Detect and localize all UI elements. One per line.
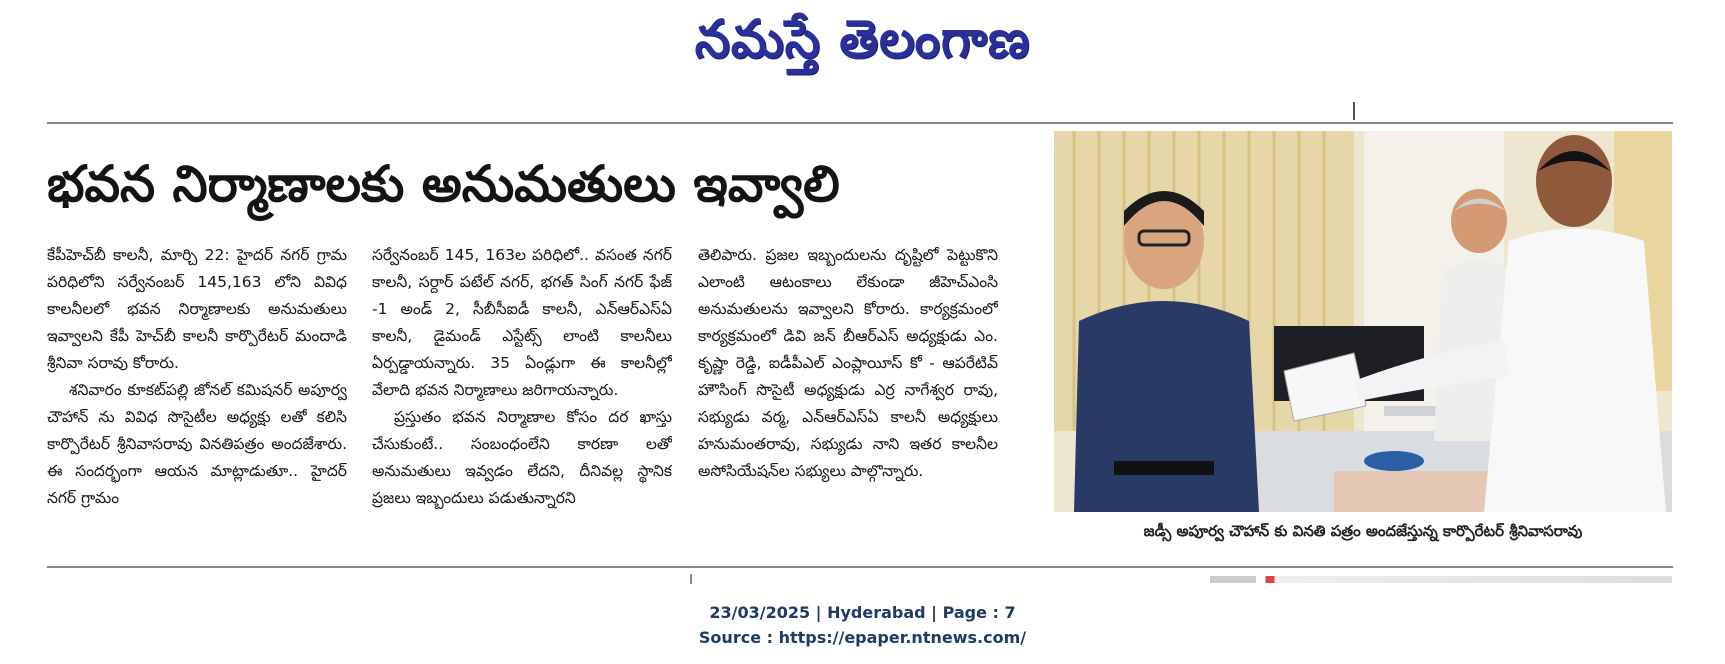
paragraph: సర్వేనంబర్ 145, 163ల పరిధిలో.. వసంత నగర్ కాలనీ, సర్దార్ పటేల్ నగర్, భగత్ సింగ్ నగర్ ఫేజ్ -1 అండ్ 2, సీబీసీఐడీ కాలనీ, ఎన్ఆర్ఎస్ఏ కాలనీ, డైమండ్ ఎస్టేట్స్ లాంటి కాలనీలు ఏర్పడ్డాయన్నారు. 35 ఏండ్లుగా ఈ కాలనీల్లో వేలాది భవన నిర్మాణాలు జరిగాయన్నారు. xyxy=(372,246,672,399)
article-column-3 xyxy=(698,242,998,552)
paragraph: శనివారం కూకట్‌పల్లి జోనల్ కమిషనర్ అపూర్వ చౌహాన్ ను వివిధ సొసైటీల అధ్యక్షు లతో కలిసి కార్పొరేటర్ శ్రీనివాసరావు వినతిపత్రం అందజేశారు. ఈ సందర్భంగా ఆయన మాట్లాడుతూ.. హైదర్ నగర్ గ్రామం xyxy=(47,381,347,507)
photo-caption: జడ్సీ అపూర్వ చౌహాన్ కు వినతి పత్రం అందజేస్తున్న కార్పొరేటర్ శ్రీనివాసరావు xyxy=(1143,522,1583,540)
newspaper-logo: నమస్తే తెలంగాణ xyxy=(694,8,1031,70)
top-divider xyxy=(47,122,1673,124)
article-column-2 xyxy=(372,242,672,552)
article-column-1 xyxy=(47,242,347,552)
article-headline: భవన నిర్మాణాలకు అనుమతులు ఇవ్వాలి xyxy=(47,155,840,213)
paragraph: తెలిపారు. ప్రజల ఇబ్బందులను దృష్టిలో పెట్టుకొని ఎలాంటి ఆటంకాలు లేకుండా జీహెచ్ఎంసి అనుమతులను ఇవ్వాలని కోరారు. కార్యక్రమంలో కార్యక్రమంలో డివి జన్ బీఆర్ఎస్ అధ్యక్షుడు ఎం. కృష్ణా రెడ్డి, ఐడీపీఎల్ ఎంప్లాయీస్ కో - ఆపరేటివ్ హౌసింగ్ సొసైటీ అధ్యక్షుడు ఎర్ర నాగేశ్వర రావు, సభ్యుడు వర్మ, ఎన్ఆర్ఎస్ఏ కాలనీ అధ్యక్షులు హనుమంతరావు, సభ్యుడు నాని ఇతర కాలనీల అసోసియేషన్‌ల సభ్యులు పాల్గొన్నారు. xyxy=(698,246,998,480)
edition-meta: 23/03/2025 | Hyderabad | Page : 7 xyxy=(709,603,1016,622)
bottom-divider xyxy=(47,566,1673,568)
source-link[interactable]: Source : https://epaper.ntnews.com/ xyxy=(698,628,1027,647)
news-photo xyxy=(1054,131,1672,512)
page-footer xyxy=(0,600,1725,650)
paragraph: ప్రస్తుతం భవన నిర్మాణాల కోసం దర ఖాస్తు చేసుకుంటే.. సంబంధంలేని కారణా లతో అనుమతులు ఇవ్వడం లేదని, దీనివల్ల స్థానిక ప్రజలు ఇబ్బందులు పడుతున్నారని xyxy=(372,408,672,507)
divider-tick xyxy=(1353,102,1355,120)
masthead xyxy=(0,4,1725,74)
photo-illustration xyxy=(1054,131,1672,512)
paragraph: కేపీహెచ్‌బీ కాలనీ, మార్చి 22: హైదర్ నగర్ గ్రామ పరిధిలోని సర్వేనంబర్ 145,163 లోని వివిధ కాలనీలలో భవన నిర్మాణాలకు అనుమతులు ఇవ్వాలని కేపీ హెచ్‌బీ కాలనీ కార్పొరేటర్ మందాడి శ్రీనివా సరావు కోరారు. xyxy=(47,246,347,372)
next-article-strip xyxy=(1210,576,1672,583)
divider-tick xyxy=(690,574,692,584)
